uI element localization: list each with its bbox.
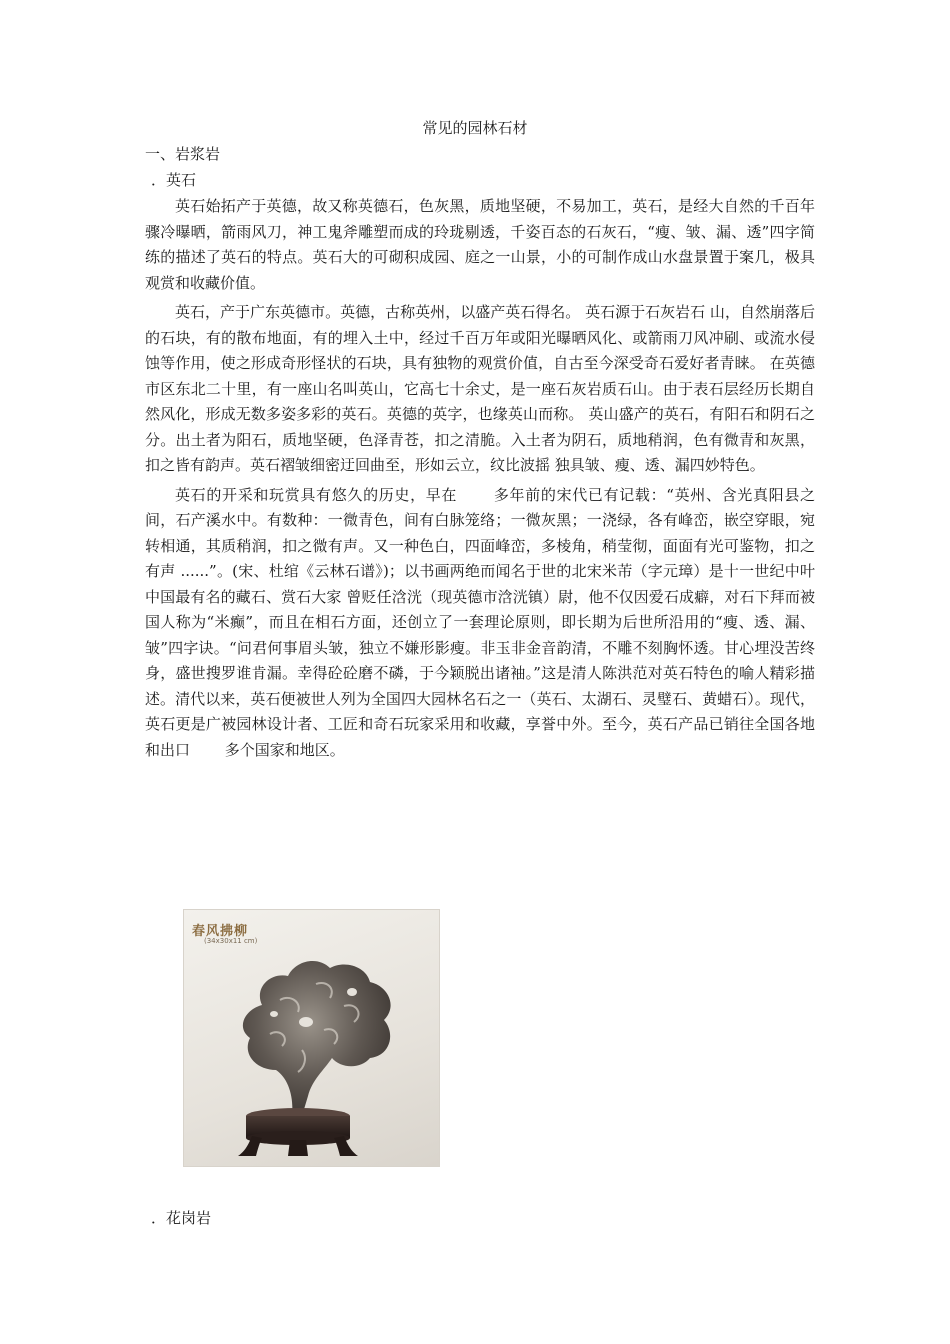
document-title: 常见的园林石材 [422, 119, 528, 137]
stand-leg-center [288, 1140, 308, 1156]
photo-size-label: (34x30x11 cm) [204, 937, 258, 945]
paragraph-1: 英石始拓产于英德，故又称英德石，色灰黑，质地坚硬，不易加工，英石，是经大自然的千百年骤冷曝晒，箭雨风刀，神工鬼斧雕塑而成的玲珑剔透，千姿百态的石灰石，“瘦、皱、漏、透”四字简练的描述了英石的特点。英石大的可砌积成园、庭之一山景，小的可制作成山水盘景置于案几，极具观赏和收藏价值。 [145, 197, 815, 292]
paragraph-3: 英石的开采和玩赏具有悠久的历史，早在 多年前的宋代已有记载：“英州、含光真阳县之间，石产溪水中。有数种：一微青色，间有白脉笼络；一微灰黑；一浇绿，各有峰峦，嵌空穿眼，宛转相通，其质稍润，扣之微有声。又一种色白，四面峰峦，多棱角，稍莹彻，面面有光可鉴物，扣之有声 ......”。(宋、杜绾《云林石谱》)；以书画两绝而闻名于世的北宋米芾（字元璋）是十一世纪中叶中国最有名的藏石、赏石大家 曾贬任浛洸（现英德市浛洸镇）尉，他不仅因爱石成癖，对石下拜而被国人称为“米癫”，而且在相石方面，还创立了一套理论原则，即长期为后世所沿用的“瘦、透、漏、皱”四字诀。“问君何事眉头皱，独立不嫌形影瘦。非玉非金音韵清，不雕不刻胸怀透。甘心埋没苦终身，盛世搜罗谁肯漏。幸得砼砼磨不磷，于今颖脱出诸袖。”这是清人陈洪范对英石特色的喻人精彩描述。清代以来，英石便被世人列为全国四大园林名石之一（英石、太湖石、灵璧石、黄蜡石）。现代，英石更是广被园林设计者、工匠和奇石玩家采用和收藏，享誉中外。至今，英石产品已销往全国各地和出口 多个国家和地区。 [145, 485, 815, 759]
ying-stone-photo [184, 910, 439, 1166]
subsection-heading-granite: ．花岗岩 [151, 1209, 212, 1227]
stone-hole-1 [299, 1017, 313, 1027]
stone-hole-2 [347, 988, 357, 996]
section-heading-igneous-rock: 一、岩浆岩 [145, 145, 221, 163]
stone-hole-3 [270, 1011, 278, 1017]
paragraph-2: 英石，产于广东英德市。英德，古称英州，以盛产英石得名。 英石源于石灰岩石 山，自然崩落后的石块，有的散布地面，有的埋入土中，经过千百万年或阳光曝晒风化、或箭雨刀风冲刷、或流水侵蚀等作用，使之形成奇形怪状的石块，具有独物的观赏价值，自古至今深受奇石爱好者青睐。 在英德市区东北二十里，有一座山名叫英山，它高七十余丈，是一座石灰岩质石山。由于表石层经历长期自然风化，形成无数多姿多彩的英石。英德的英字，也缘英山而称。 英山盛产的英石，有阳石和阴石之分。出土者为阳石，质地坚硬，色泽青苍，扣之清脆。入土者为阴石，质地稍润，色有微青和灰黑，扣之皆有韵声。英石褶皱细密迂回曲至，形如云立，纹比波摇 独具皱、瘦、透、漏四妙特色。 [145, 303, 815, 474]
photo-caption: 春风拂柳 [192, 924, 249, 939]
subsection-heading-ying-stone: ．英石 [151, 171, 197, 189]
ying-stone-illustration [184, 910, 439, 1166]
document-body [145, 194, 815, 763]
